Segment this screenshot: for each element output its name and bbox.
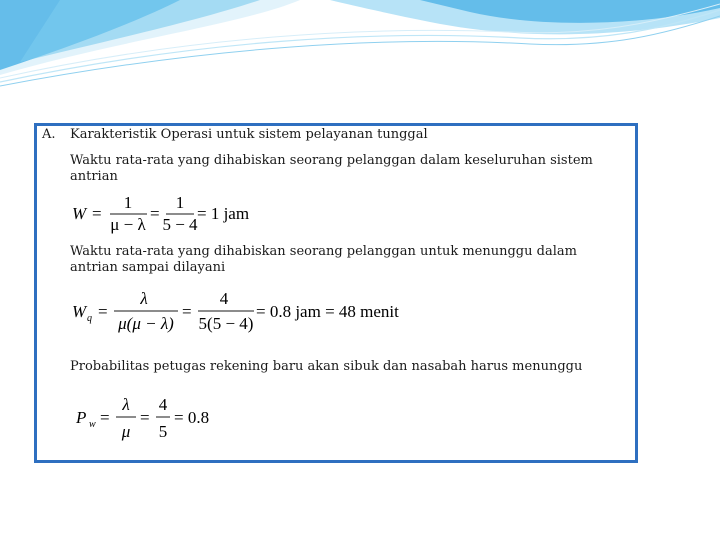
svg-text:=: =: [98, 302, 108, 321]
formula-lhs-sub: q: [87, 313, 92, 324]
section-title: Karakteristik Operasi untuk sistem pelayanan tunggal: [70, 127, 428, 142]
formula-frac2-num: 4: [158, 395, 168, 414]
formula-result: = 0.8 jam = 48 menit: [256, 302, 399, 321]
formula-frac1-num: 1: [123, 193, 133, 212]
formula-frac2-num: 4: [219, 289, 229, 308]
svg-text:=: =: [100, 408, 110, 427]
formula-result: = 0.8: [174, 408, 210, 427]
formula-frac1-den: μ(μ − λ): [118, 314, 174, 333]
formula-lhs: W: [72, 302, 87, 321]
formula-wq: [72, 287, 432, 338]
formula-w: [72, 192, 272, 239]
formula-frac2-den: 5(5 − 4): [198, 314, 254, 333]
svg-text:=: =: [140, 408, 150, 427]
formula-lhs: P: [76, 408, 87, 427]
formula-frac1-num: λ: [122, 395, 130, 414]
formula-pw: [72, 393, 272, 446]
decorative-wave-header: [0, 0, 720, 110]
section-heading: [42, 127, 428, 142]
formula-frac2-den: 5 − 4: [162, 215, 198, 234]
svg-text:=: =: [182, 302, 192, 321]
description-waiting-time-system: Waktu rata-rata yang dihabiskan seorang pelanggan dalam keseluruhan sistem antrian: [70, 153, 593, 184]
formula-frac2-num: 1: [175, 193, 185, 212]
formula-frac1-den: μ: [121, 422, 131, 441]
description-busy-probability: Probabilitas petugas rekening baru akan sibuk dan nasabah harus menunggu: [70, 359, 583, 374]
svg-text:=: =: [150, 204, 160, 223]
formula-lhs: W: [72, 204, 87, 223]
description-waiting-time-queue: Waktu rata-rata yang dihabiskan seorang pelanggan untuk menunggu dalam antrian sampai dilayani: [70, 244, 577, 275]
formula-lhs-sub: w: [89, 419, 96, 430]
section-number: A.: [42, 127, 56, 142]
formula-frac1-den: μ − λ: [110, 215, 146, 234]
formula-frac1-num: λ: [140, 289, 148, 308]
formula-frac2-den: 5: [158, 422, 168, 441]
formula-result: = 1 jam: [197, 204, 250, 223]
svg-text:=: =: [92, 204, 102, 223]
